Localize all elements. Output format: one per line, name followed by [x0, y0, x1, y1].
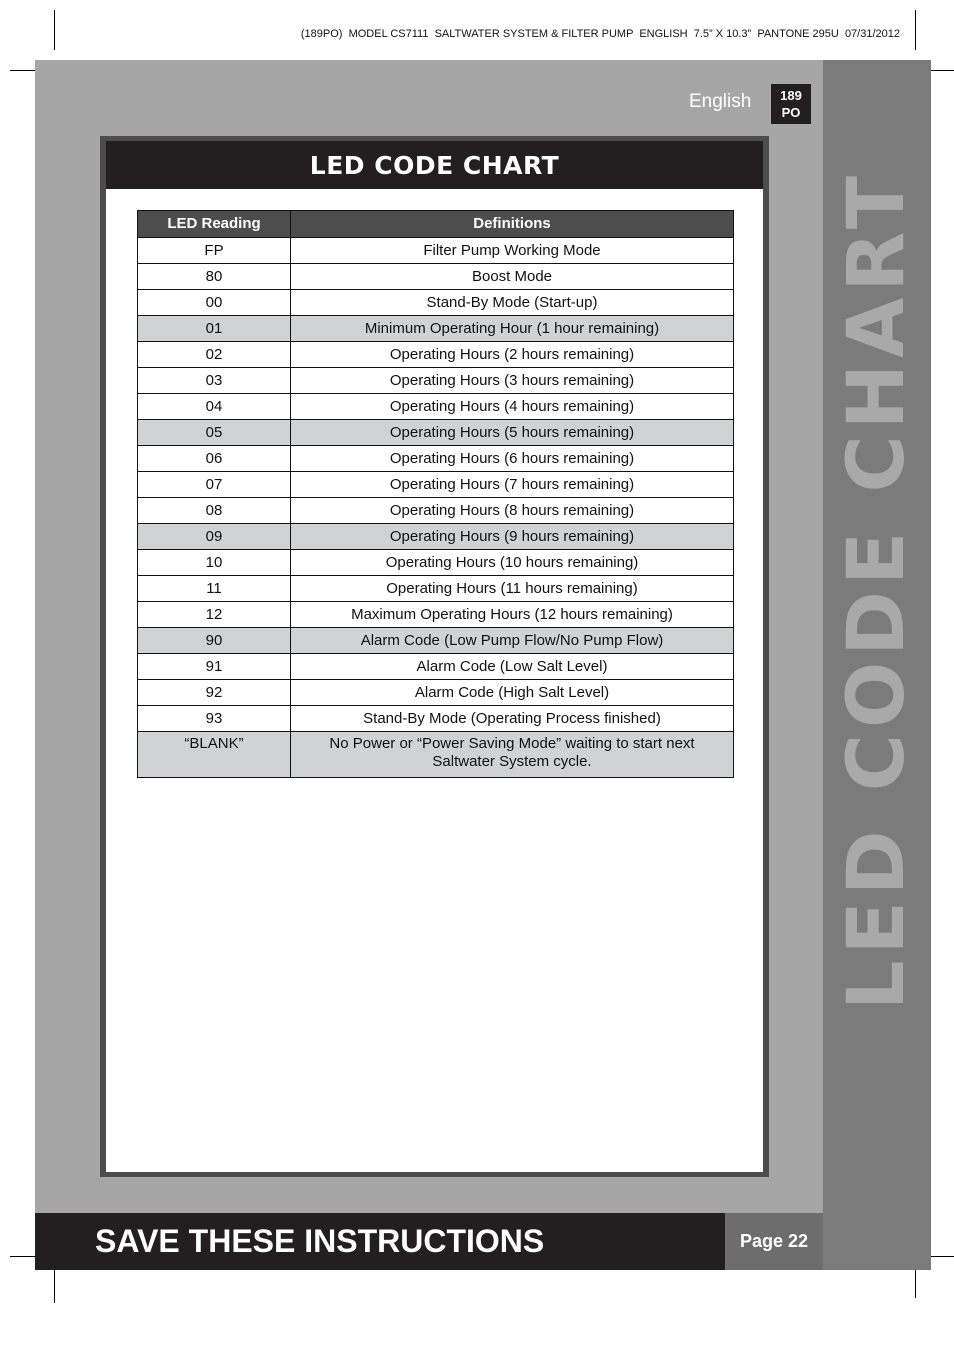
led-reading-cell: 92 [138, 680, 291, 706]
language-label: English [689, 91, 752, 112]
table-row [138, 732, 734, 778]
code-badge-line1: 189 [780, 88, 802, 103]
table-row [138, 290, 734, 316]
header-led-reading: LED Reading [138, 211, 291, 238]
page-number: Page 22 [725, 1213, 823, 1270]
panel-title: LED CODE CHART [106, 141, 763, 189]
led-reading-cell: 05 [138, 420, 291, 446]
definition-cell: Alarm Code (High Salt Level) [291, 680, 734, 706]
definition-cell: No Power or “Power Saving Mode” waiting to start next Saltwater System cycle. [291, 732, 734, 778]
table-row [138, 576, 734, 602]
table-row [138, 550, 734, 576]
led-reading-cell: 08 [138, 498, 291, 524]
led-reading-cell: 91 [138, 654, 291, 680]
definition-cell: Operating Hours (8 hours remaining) [291, 498, 734, 524]
table-row [138, 342, 734, 368]
table-row [138, 680, 734, 706]
definition-cell: Alarm Code (Low Pump Flow/No Pump Flow) [291, 628, 734, 654]
table-row [138, 706, 734, 732]
led-reading-cell: “BLANK” [138, 732, 291, 778]
table-row [138, 316, 734, 342]
print-slug: (189PO) MODEL CS7111 SALTWATER SYSTEM & FILTER PUMP ENGLISH 7.5” X 10.3” PANTONE 295U 07/31/2012 [300, 28, 900, 40]
led-reading-cell: 90 [138, 628, 291, 654]
crop-mark [54, 1270, 55, 1303]
definition-cell: Operating Hours (4 hours remaining) [291, 394, 734, 420]
led-reading-cell: 04 [138, 394, 291, 420]
definition-cell: Operating Hours (3 hours remaining) [291, 368, 734, 394]
table-row [138, 654, 734, 680]
definition-cell: Operating Hours (7 hours remaining) [291, 472, 734, 498]
table-header-row [138, 211, 734, 238]
definition-cell: Operating Hours (9 hours remaining) [291, 524, 734, 550]
table-body [138, 238, 734, 778]
led-reading-cell: 03 [138, 368, 291, 394]
definition-cell: Alarm Code (Low Salt Level) [291, 654, 734, 680]
table-row [138, 238, 734, 264]
definition-cell: Boost Mode [291, 264, 734, 290]
definition-cell: Operating Hours (2 hours remaining) [291, 342, 734, 368]
led-reading-cell: 09 [138, 524, 291, 550]
side-title: LED CODE CHART [832, 169, 922, 1011]
table-row [138, 420, 734, 446]
table-row [138, 446, 734, 472]
table-row [138, 368, 734, 394]
side-bar [823, 60, 931, 1270]
table-row [138, 524, 734, 550]
crop-mark [930, 70, 954, 71]
definition-cell: Operating Hours (6 hours remaining) [291, 446, 734, 472]
definition-cell: Minimum Operating Hour (1 hour remaining) [291, 316, 734, 342]
led-reading-cell: 80 [138, 264, 291, 290]
crop-mark [915, 10, 916, 50]
led-reading-cell: 11 [138, 576, 291, 602]
definition-cell: Stand-By Mode (Start-up) [291, 290, 734, 316]
led-reading-cell: 93 [138, 706, 291, 732]
crop-mark [915, 1270, 916, 1298]
definition-cell: Maximum Operating Hours (12 hours remaining) [291, 602, 734, 628]
led-reading-cell: 12 [138, 602, 291, 628]
code-badge [771, 84, 811, 124]
table-row [138, 602, 734, 628]
led-code-table [137, 210, 734, 778]
definition-cell: Stand-By Mode (Operating Process finished) [291, 706, 734, 732]
footer-banner [35, 1213, 725, 1270]
table-row [138, 394, 734, 420]
led-reading-cell: 02 [138, 342, 291, 368]
led-reading-cell: 00 [138, 290, 291, 316]
led-reading-cell: 06 [138, 446, 291, 472]
footer-text: SAVE THESE INSTRUCTIONS [95, 1223, 545, 1259]
led-reading-cell: 10 [138, 550, 291, 576]
led-reading-cell: 07 [138, 472, 291, 498]
led-reading-cell: FP [138, 238, 291, 264]
table-row [138, 264, 734, 290]
table-row [138, 498, 734, 524]
definition-cell: Operating Hours (5 hours remaining) [291, 420, 734, 446]
code-badge-line2: PO [781, 105, 801, 120]
header-definitions: Definitions [291, 211, 734, 238]
table-row [138, 628, 734, 654]
definition-cell: Operating Hours (11 hours remaining) [291, 576, 734, 602]
led-reading-cell: 01 [138, 316, 291, 342]
table-row [138, 472, 734, 498]
definition-cell: Operating Hours (10 hours remaining) [291, 550, 734, 576]
definition-cell: Filter Pump Working Mode [291, 238, 734, 264]
crop-mark [54, 10, 55, 50]
